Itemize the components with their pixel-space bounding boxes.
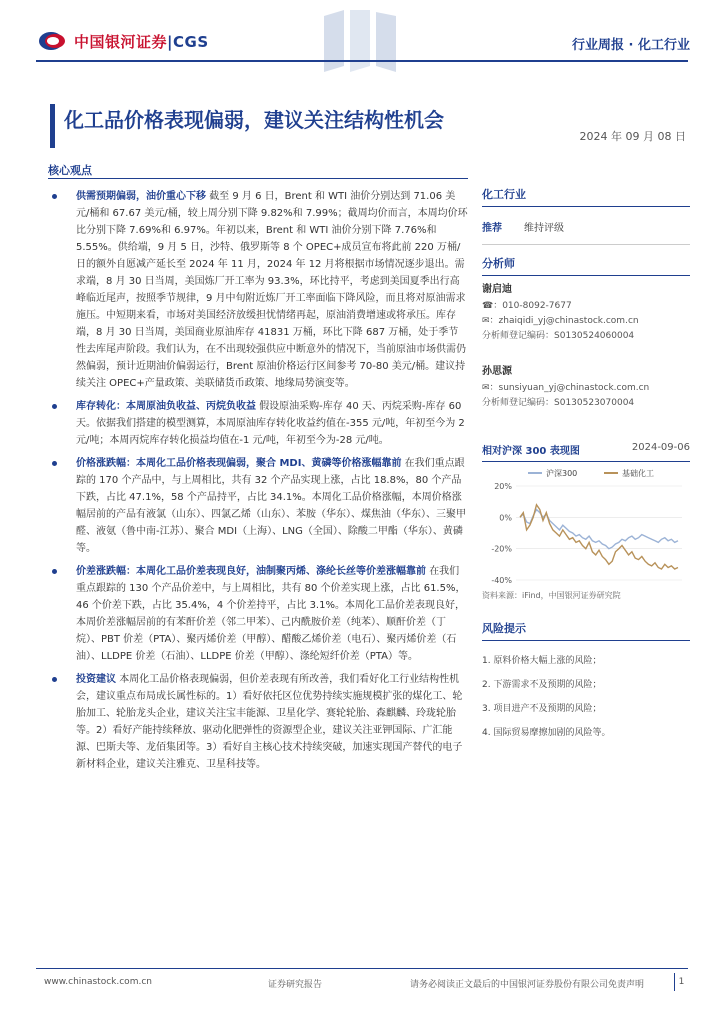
paragraph-lead: 投资建议 xyxy=(76,674,116,685)
chart-date: 2024-09-06 xyxy=(631,442,690,453)
analyst-name: 谢启迪 xyxy=(482,284,512,295)
series-line xyxy=(520,505,678,569)
analyst-email[interactable]: ✉：zhaiqidi_yj@chinastock.com.cn xyxy=(482,316,639,326)
paragraph-body: 本周化工品价格表现偏弱，但价差表现有所改善，我们看好化工行业结构性机会，建议重点布局成长属性标的。1）看好依托区位优势持续实施规模扩张的煤化工、轮胎加工、轮胎龙头企业，建议关注宝丰能源、卫星化学、赛轮轮胎、森麒麟、玲珑轮胎等。2）看好产能持续释放、驱动化肥弹性的资源型企业，建议关注亚钾国际、广汇能源、巴斯夫等、龙佰集团等。3）看好自主核心技术持续突破，加速实现国产替代的电子新材料企业，建议关注雅克、卫星科技等。 xyxy=(76,674,463,770)
paragraph-body: 在我们重点跟踪的 130 个产品价差中，与上周相比，共有 80 个价差实现上涨，占比 61.5%，46 个价差下跌，占比 35.4%，4 个价差持平，占比 3.1%。本周化工品价差表现良好，本周价差涨幅居前的有苯酐价差（邻二甲苯）、己内酰胺价差（纯苯）、顺酐价差（丁烷）、PBT 价差（PTA）、聚丙烯价差（甲醇）、醋酸乙烯价差（电石）、聚丙烯价差（石油）、LLDPE 价差（石油）、LLDPE 价差（甲醇）、涤纶短纤价差（PTA）等。 xyxy=(76,566,466,662)
rating-value: 维持评级 xyxy=(524,223,564,234)
y-tick-label: -20% xyxy=(491,544,512,554)
paragraph-spread xyxy=(52,563,468,665)
analyst-heading: 分析师 xyxy=(482,255,690,276)
legend-label: 基础化工 xyxy=(622,469,654,478)
risk-section xyxy=(482,620,690,745)
risk-item: 3. 项目进产不及预期的风险； xyxy=(482,704,602,714)
risk-item: 2. 下游需求不及预期的风险； xyxy=(482,680,602,690)
rating-label: 推荐 xyxy=(482,223,502,234)
header-divider xyxy=(36,60,688,62)
y-tick-label: 0% xyxy=(499,513,512,523)
chart-header xyxy=(482,442,690,462)
industry-heading: 化工行业 xyxy=(482,186,690,207)
analyst-email[interactable]: ✉：sunsiyuan_yj@chinastock.com.cn xyxy=(482,383,650,393)
doc-type: 行业周报 · 化工行业 xyxy=(572,38,690,53)
paragraph-lead: 价差涨跌幅：本周化工品价差表现良好，油制聚丙烯、涤纶长丝等价差涨幅靠前 xyxy=(76,566,426,577)
chart-plot xyxy=(482,462,690,590)
sidebar xyxy=(482,186,690,411)
paragraph-lead: 供需预期偏弱，油价重心下移 xyxy=(76,191,206,202)
series-line xyxy=(520,510,678,549)
bullet-icon xyxy=(52,194,57,199)
paragraph-lead: 价格涨跌幅：本周化工品价格表现偏弱，聚合 MDI、黄磷等价格涨幅靠前 xyxy=(76,458,402,469)
footer-url[interactable]: www.chinastock.com.cn xyxy=(44,977,152,987)
core-divider xyxy=(48,178,468,179)
footer-label: 证券研究报告 xyxy=(268,980,323,990)
chart-title: 相对沪深 300 表现图 xyxy=(482,446,580,457)
chart-source: 资料来源：iFind，中国银河证券研究院 xyxy=(482,591,621,600)
paragraph-lead: 库存转化：本周原油负收益、丙烷负收益 xyxy=(76,401,256,412)
analyst-card xyxy=(482,276,690,411)
page-footer xyxy=(36,968,688,992)
risk-item: 4. 国际贸易摩擦加剧的风险等。 xyxy=(482,728,611,738)
analyst-name: 孙思源 xyxy=(482,366,512,377)
analyst-cert: 分析师登记编码：S0130524060004 xyxy=(482,331,635,341)
cgs-watermark-icon xyxy=(314,6,404,78)
risk-heading: 风险提示 xyxy=(482,620,690,641)
page-number: 1 xyxy=(674,973,688,991)
title-accent-bar xyxy=(50,104,55,148)
risk-item: 1. 原料价格大幅上涨的风险； xyxy=(482,656,602,666)
paragraph-inventory xyxy=(52,398,468,449)
brand-logo: 中国银河证券|CGS xyxy=(74,33,209,51)
core-viewpoint-label: 核心观点 xyxy=(48,164,92,177)
analyst-phone: ☎：010-8092-7677 xyxy=(482,301,572,311)
bullet-icon xyxy=(52,677,57,682)
paragraph-body: 假设原油采购-库存 40 天、丙烷采购-库存 60 天。依据我们搭建的模型测算，本周原油库存转化收益约值在-355 元/吨，年初至今为 2 元/吨；本周丙烷库存转化损益均值在-1 元/吨，年初至今为-28 元/吨。 xyxy=(76,401,465,446)
report-date: 2024 年 09 月 08 日 xyxy=(579,130,686,143)
paragraph-body: 在我们重点跟踪的 170 个产品中，与上周相比，共有 32 个产品实现上涨，占比 18.8%，80 个产品下跌，占比 47.1%，58 个产品持平，占比 34.1%。本周化工品价格涨幅，本周价格涨幅居前的产品有液氯（山东）、四氯乙烯（山东）、苯胺（华东）、煤焦油（华东）、三聚甲醛、液氨（鲁中南-江苏）、聚合 MDI（上海）、LNG（全国）、除酸二甲酯（华东）、黄磷等。 xyxy=(76,458,466,554)
main-content xyxy=(52,188,468,779)
relative-performance-chart xyxy=(482,442,690,612)
bullet-icon xyxy=(52,404,57,409)
rating-row xyxy=(482,207,690,245)
cgs-logo-icon xyxy=(38,30,68,52)
y-tick-label: 20% xyxy=(494,482,512,491)
report-header xyxy=(0,0,724,80)
paragraph-oil xyxy=(52,188,468,392)
brand-code: CGS xyxy=(173,33,209,51)
legend-label: 沪深300 xyxy=(546,469,578,478)
paragraph-advice xyxy=(52,671,468,773)
bullet-icon xyxy=(52,569,57,574)
paragraph-price xyxy=(52,455,468,557)
analyst-cert: 分析师登记编码：S0130523070004 xyxy=(482,398,635,408)
risk-list xyxy=(482,641,690,745)
footer-disclaimer: 请务必阅读正文最后的中国银河证券股份有限公司免责声明 xyxy=(410,980,645,990)
paragraph-body: 截至 9 月 6 日，Brent 和 WTI 油价分别达到 71.06 美元/桶和 67.67 美元/桶，较上周分别下降 9.82%和 7.99%；截周均价而言，本周均价环比分别下降 7.69%和 6.97%。年初以来，Brent 和 WTI 油价分别下降 7.76%和 5.55%。供给端，9 月 5 日，沙特、俄罗斯等 8 个 OPEC+成员宣布将此前 220 万桶/日的额外自愿减产延长至 2024 年 11 月，2024 年 12 月将根据市场情况逐步退出。需求端，8 月 30 日当周，美国炼厂开工率为 93.3%，环比持平，考虑到美国夏季出行高峰临近尾声，按照季节规律，9 月中旬附近炼厂开工率面临下降风险，而且将对原油需求施压。中短期来看，市场对美国经济放缓担忧情绪再起，原油消费增速或将承压。库存端，8 月 30 日当周，美国商业原油库存 41831 万桶，环比下降 687 万桶，处于季节性去库尾声阶段。我们认为，在不出现较强供应中断意外的情况下，当前原油市场供需仍然偏弱，预计近期油价偏弱运行，Brent 原油价格运行区间参考 70-80 美元/桶。建议持续关注 OPEC+产量政策、美联储货币政策、地缘局势演变等。 xyxy=(76,191,468,389)
bullet-icon xyxy=(52,461,57,466)
y-tick-label: -40% xyxy=(491,576,512,585)
report-title: 化工品价格表现偏弱，建议关注结构性机会 xyxy=(64,108,444,132)
brand-name: 中国银河证券 xyxy=(74,33,168,51)
